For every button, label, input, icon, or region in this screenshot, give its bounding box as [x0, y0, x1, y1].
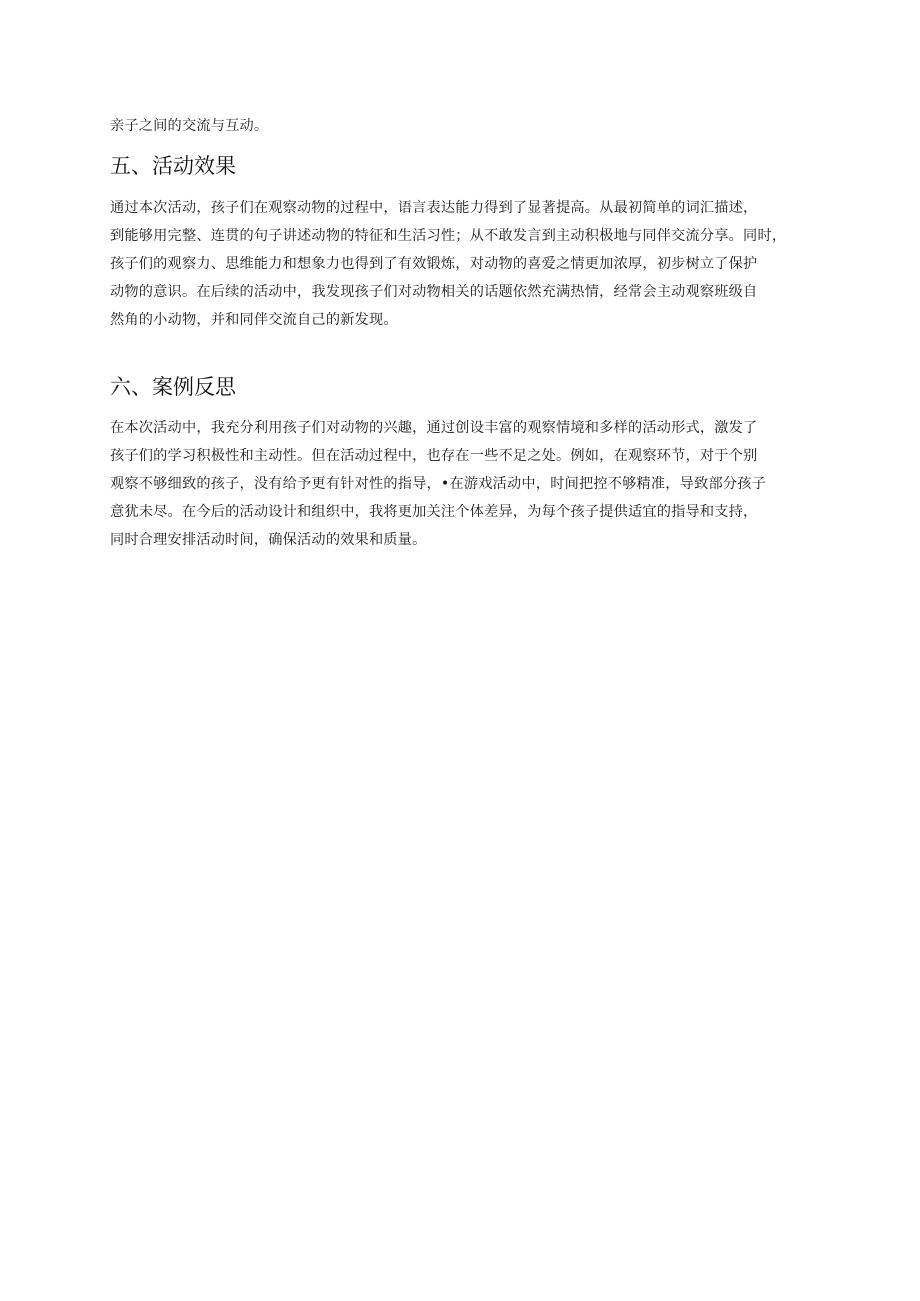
section-heading-effects: 五、活动效果 [110, 154, 236, 178]
paragraph-line: 同时合理安排活动时间，确保活动的效果和质量。 [110, 532, 427, 548]
section-heading-reflection: 六、案例反思 [110, 375, 236, 399]
paragraph-line: 通过本次活动，孩子们在观察动物的过程中，语言表达能力得到了显著提高。从最初简单的词汇描述， [110, 200, 758, 216]
paragraph-line: 孩子们的学习积极性和主动性。但在活动过程中，也存在一些不足之处。例如，在观察环节，对于个别 [110, 448, 758, 464]
paragraph-line: 到能够用完整、连贯的句子讲述动物的特征和生活习性；从不敢发言到主动积极地与同伴交流分享。同时， [110, 228, 787, 244]
paragraph-line: 孩子们的观察力、思维能力和想象力也得到了有效锻炼，对动物的喜爱之情更加浓厚，初步树立了保护 [110, 256, 758, 272]
paragraph-line: 动物的意识。在后续的活动中，我发现孩子们对动物相关的话题依然充满热情，经常会主动观察班级自 [110, 284, 758, 300]
paragraph-line: 观察不够细致的孩子，没有给予更有针对性的指导，•在游戏活动中，时间把控不够精准，导致部分孩子 [110, 476, 767, 492]
paragraph-line: 在本次活动中，我充分利用孩子们对动物的兴趣，通过创设丰富的观察情境和多样的活动形式，激发了 [110, 420, 758, 436]
paragraph-line: 然角的小动物，并和同伴交流自己的新发现。 [110, 312, 398, 328]
paragraph-line: 意犹未尽。在今后的活动设计和组织中，我将更加关注个体差异，为每个孩子提供适宜的指导和支持， [110, 504, 758, 520]
intro-tail-line: 亲子之间的交流与互动。 [110, 118, 269, 134]
